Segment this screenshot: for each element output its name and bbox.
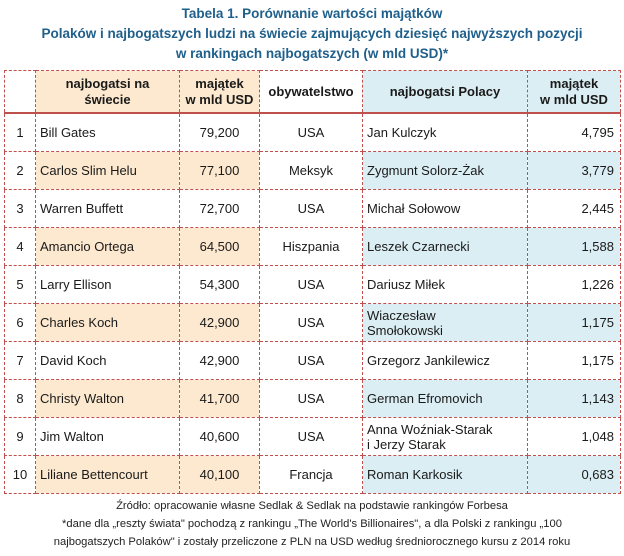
pole-name-line-2: i Jerzy Starak <box>367 436 446 452</box>
rank-cell: 9 <box>5 418 36 456</box>
rank-cell: 10 <box>5 456 36 494</box>
world-wealth-cell: 42,900 <box>180 304 260 342</box>
world-wealth-cell: 40,100 <box>180 456 260 494</box>
header-world-richest <box>36 71 180 114</box>
world-wealth-cell: 79,200 <box>180 113 260 152</box>
pole-wealth-cell: 3,779 <box>528 152 621 190</box>
citizenship-cell: USA <box>260 342 363 380</box>
pole-wealth-cell: 0,683 <box>528 456 621 494</box>
world-wealth-cell: 54,300 <box>180 266 260 304</box>
rank-cell: 2 <box>5 152 36 190</box>
world-name-cell: Charles Koch <box>36 304 180 342</box>
rank-cell: 6 <box>5 304 36 342</box>
header-row <box>5 71 621 114</box>
world-name-cell: David Koch <box>36 342 180 380</box>
pole-name-line-1: Roman Karkosik <box>367 467 463 482</box>
citizenship-cell: Hiszpania <box>260 228 363 266</box>
rank-cell: 5 <box>5 266 36 304</box>
world-name-cell: Christy Walton <box>36 380 180 418</box>
header-polish-richest: najbogatsi Polacy <box>363 71 528 114</box>
pole-name-cell <box>363 304 528 342</box>
pole-wealth-cell: 1,143 <box>528 380 621 418</box>
header-wealth <box>180 71 260 114</box>
pole-wealth-cell: 4,795 <box>528 113 621 152</box>
pole-name-line-1: Zygmunt Solorz-Żak <box>367 163 485 178</box>
header-pl-wealth <box>528 71 621 114</box>
pole-name-cell <box>363 418 528 456</box>
rank-cell: 4 <box>5 228 36 266</box>
world-wealth-cell: 77,100 <box>180 152 260 190</box>
pole-name-line-1: Leszek Czarnecki <box>367 239 470 254</box>
pole-wealth-cell: 1,175 <box>528 342 621 380</box>
citizenship-cell: USA <box>260 266 363 304</box>
table-row <box>5 418 621 456</box>
pole-name-cell <box>363 266 528 304</box>
footnote-line-2: najbogatszych Polaków" i zostały przeliczone z PLN na USD według średniorocznego kursu z 2014 roku <box>53 536 571 548</box>
pole-name-line-1: Grzegorz Jankilewicz <box>367 353 490 368</box>
pole-wealth-cell: 1,588 <box>528 228 621 266</box>
header-world-line-1: najbogatsi na <box>65 75 150 91</box>
rank-cell: 3 <box>5 190 36 228</box>
header-wealth-line-1: majątek <box>195 75 244 91</box>
pole-name-cell <box>363 228 528 266</box>
citizenship-cell: USA <box>260 113 363 152</box>
pole-name-cell <box>363 380 528 418</box>
world-name-cell: Carlos Slim Helu <box>36 152 180 190</box>
table-row <box>5 152 621 190</box>
citizenship-cell: Francja <box>260 456 363 494</box>
table-row <box>5 190 621 228</box>
world-wealth-cell: 41,700 <box>180 380 260 418</box>
citizenship-cell: USA <box>260 380 363 418</box>
world-name-cell: Larry Ellison <box>36 266 180 304</box>
citizenship-cell: Meksyk <box>260 152 363 190</box>
table-row <box>5 342 621 380</box>
pole-name-line-1: Anna Woźniak-Starak <box>367 421 493 437</box>
pole-wealth-cell: 2,445 <box>528 190 621 228</box>
pole-name-cell <box>363 342 528 380</box>
citizenship-cell: USA <box>260 418 363 456</box>
pole-name-cell <box>363 190 528 228</box>
table-row <box>5 304 621 342</box>
table-row <box>5 113 621 152</box>
pole-name-cell <box>363 152 528 190</box>
citizenship-cell: USA <box>260 190 363 228</box>
citizenship-cell: USA <box>260 304 363 342</box>
world-wealth-cell: 42,900 <box>180 342 260 380</box>
world-name-cell: Liliane Bettencourt <box>36 456 180 494</box>
header-pl-wealth-line-1: majątek <box>549 75 599 91</box>
pole-name-line-1: Dariusz Miłek <box>367 277 446 292</box>
rank-cell: 8 <box>5 380 36 418</box>
table-footer <box>0 497 624 551</box>
header-wealth-line-2: w mld USD <box>185 91 254 107</box>
pole-name-line-1: German Efromovich <box>367 391 483 406</box>
header-world-line-2: świecie <box>84 91 131 107</box>
table-title <box>0 0 624 64</box>
pole-name-line-1: Wiaczesław <box>367 307 436 323</box>
wealth-comparison-table <box>4 70 621 494</box>
table-row <box>5 228 621 266</box>
world-name-cell: Jim Walton <box>36 418 180 456</box>
table-row <box>5 456 621 494</box>
table-row <box>5 380 621 418</box>
pole-name-cell <box>363 113 528 152</box>
table-row <box>5 266 621 304</box>
header-citizenship: obywatelstwo <box>260 71 363 114</box>
header-rank <box>5 71 36 114</box>
pole-wealth-cell: 1,048 <box>528 418 621 456</box>
pole-wealth-cell: 1,226 <box>528 266 621 304</box>
pole-name-line-2: Smołokowski <box>367 322 443 338</box>
footnote-line-1: *dane dla „reszty świata" pochodzą z rankingu „The World's Billionaires", a dla Polski z rankingu „100 <box>62 518 562 530</box>
source-note: Źródło: opracowanie własne Sedlak & Sedlak na podstawie rankingów Forbesa <box>116 500 508 512</box>
world-wealth-cell: 40,600 <box>180 418 260 456</box>
world-name-cell: Bill Gates <box>36 113 180 152</box>
world-wealth-cell: 64,500 <box>180 228 260 266</box>
title-line-1: Tabela 1. Porównanie wartości majątków <box>181 6 443 21</box>
pole-name-cell <box>363 456 528 494</box>
pole-wealth-cell: 1,175 <box>528 304 621 342</box>
world-wealth-cell: 72,700 <box>180 190 260 228</box>
pole-name-line-1: Jan Kulczyk <box>367 125 437 140</box>
title-line-3: w rankingach najbogatszych (w mld USD)* <box>175 46 449 61</box>
pole-name-line-1: Michał Sołowow <box>367 201 461 216</box>
rank-cell: 7 <box>5 342 36 380</box>
title-line-2: Polaków i najbogatszych ludzi na świecie zajmujących dziesięć najwyższych pozycji <box>41 26 583 41</box>
world-name-cell: Amancio Ortega <box>36 228 180 266</box>
world-name-cell: Warren Buffett <box>36 190 180 228</box>
header-pl-wealth-line-2: w mld USD <box>540 91 608 107</box>
rank-cell: 1 <box>5 113 36 152</box>
